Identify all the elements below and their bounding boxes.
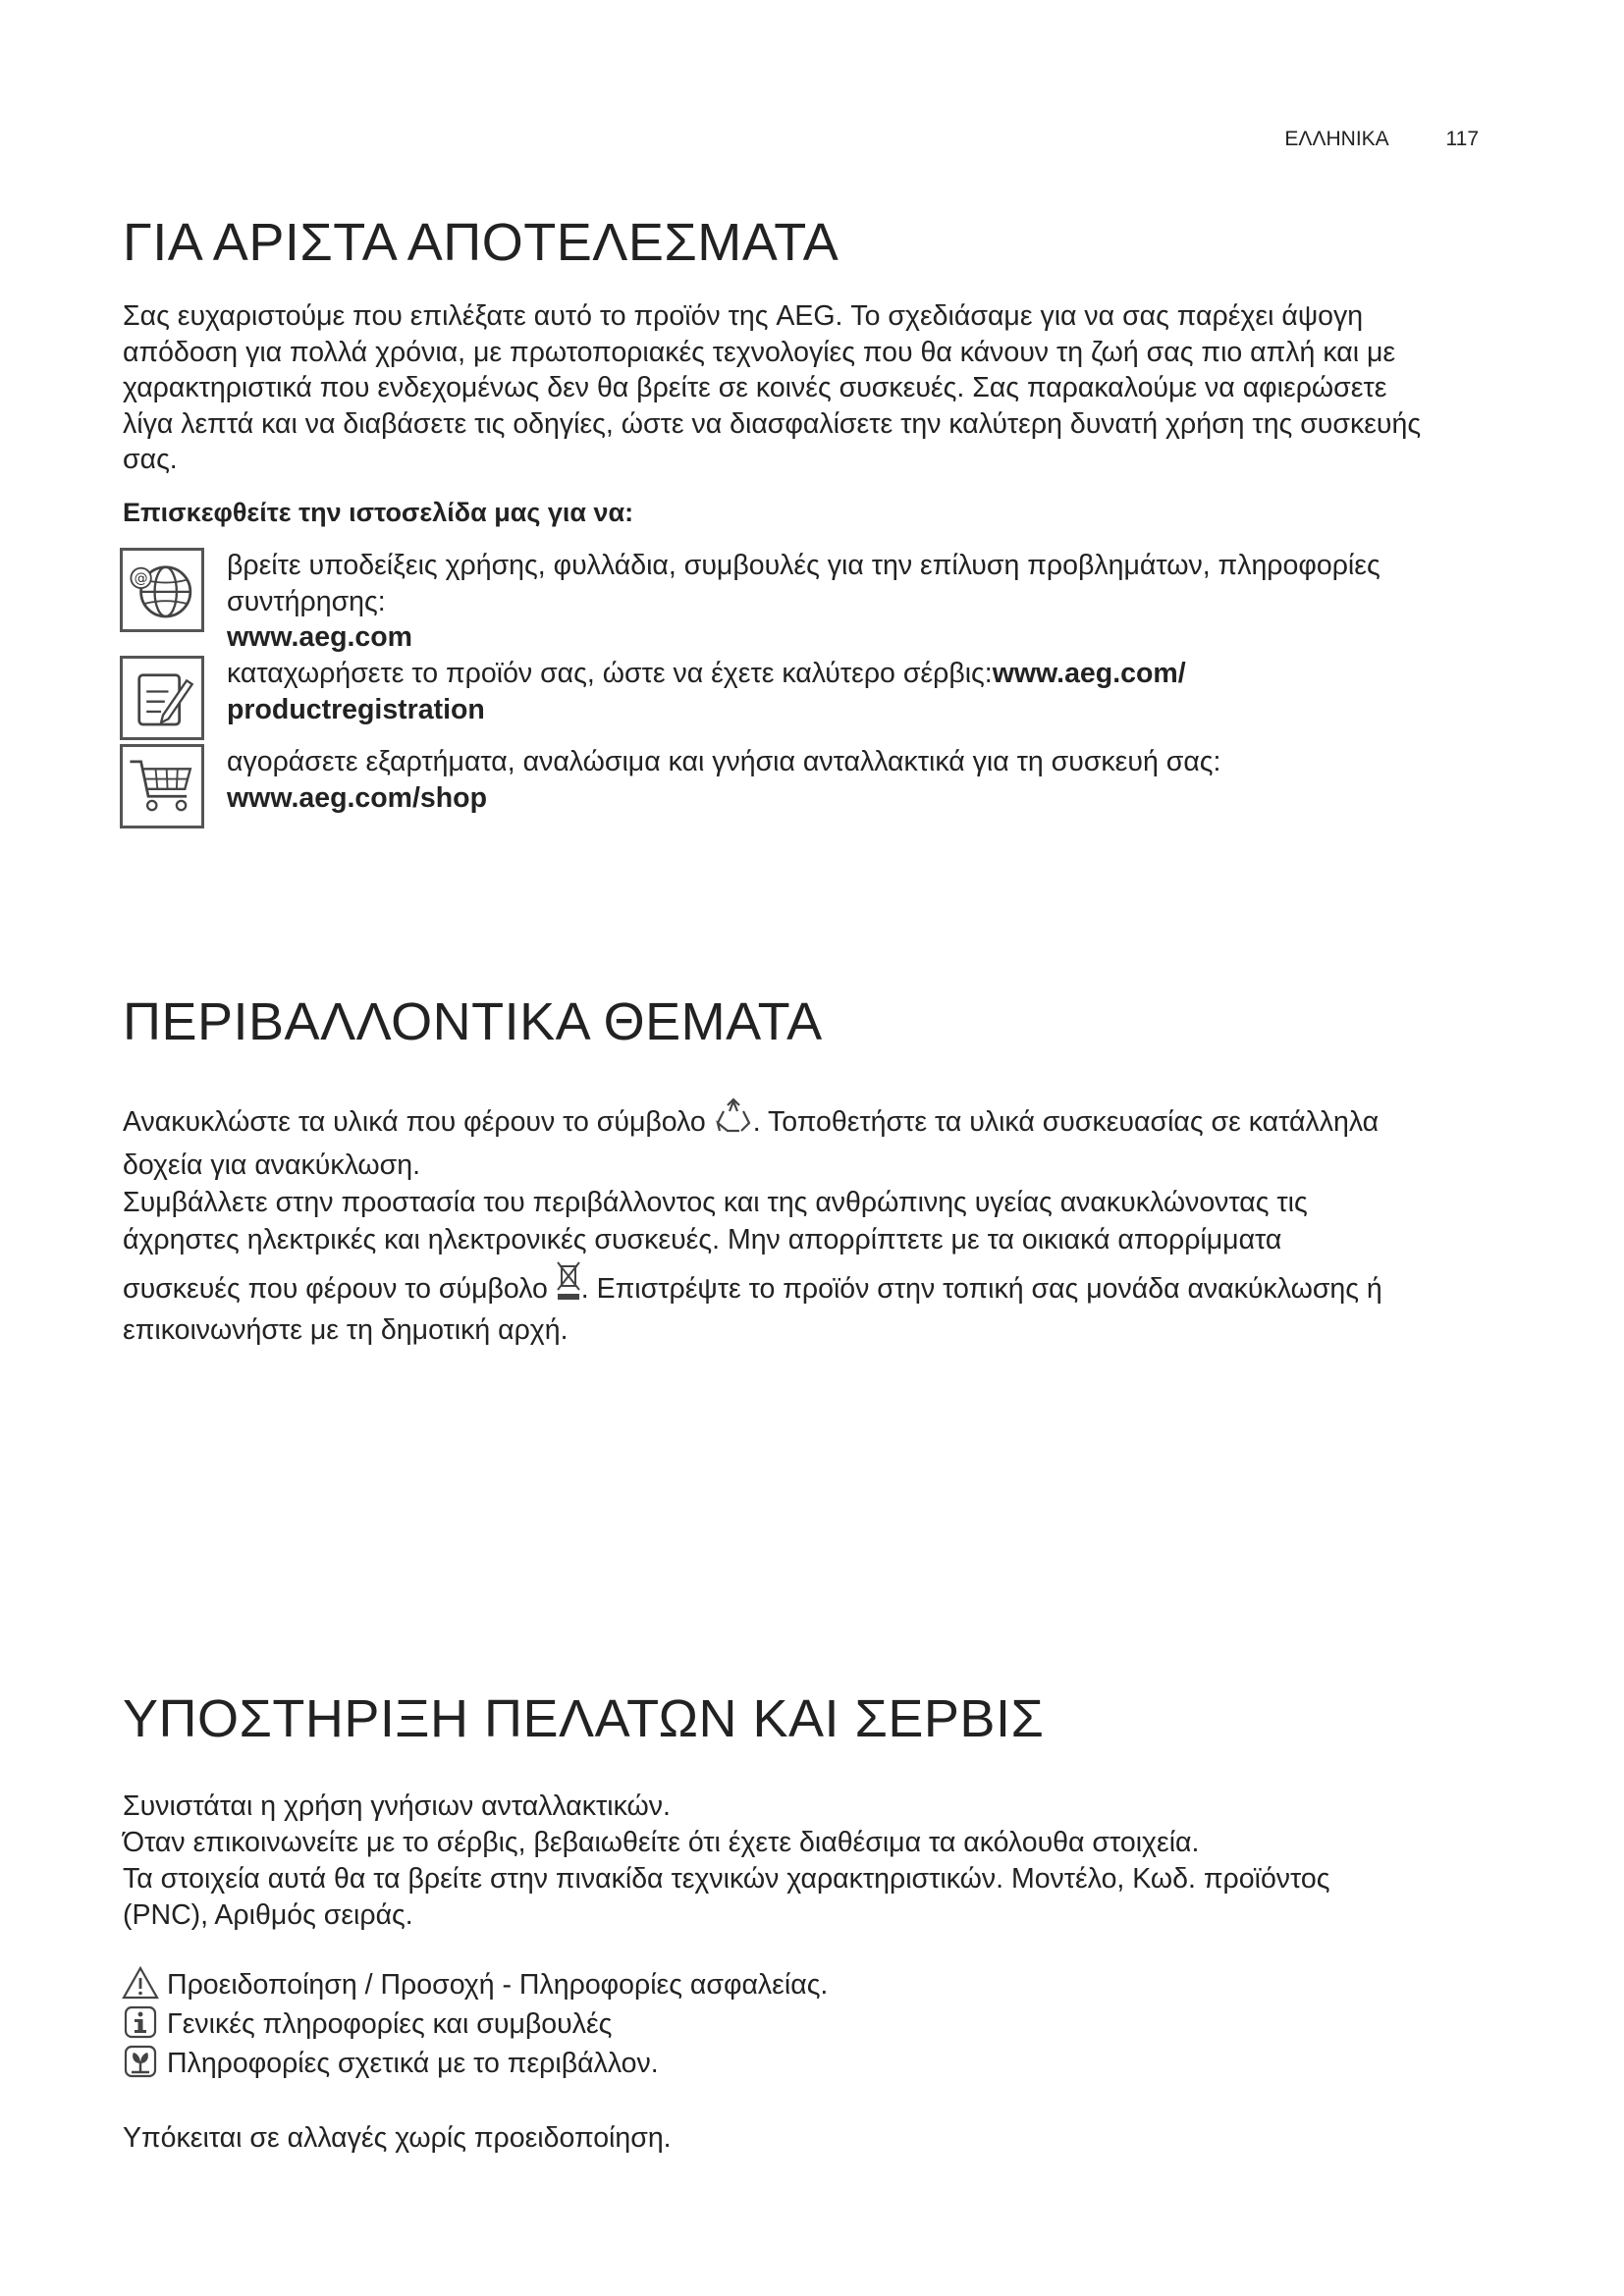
recycling-symbol-icon — [714, 1097, 753, 1147]
intro-line: Σας ευχαριστούμε που επιλέξατε αυτό το προϊόν της AEG. Το σχεδιάσαμε για να σας παρέχει άψογη — [123, 300, 1364, 332]
intro-line: απόδοση για πολλά χρόνια, με πρωτοποριακές τεχνολογίες που θα κάνουν τη ζωή σας πιο απλή και με — [123, 336, 1396, 368]
service-text: Συνιστάται η χρήση γνήσιων ανταλλακτικών. — [123, 1790, 671, 1822]
legend-text: Προειδοποίηση / Προσοχή - Πληροφορίες ασφαλείας. — [167, 1969, 829, 2001]
section-title-environment: ΠΕΡΙΒΑΛΛΟΝΤΙΚΑ ΘΕΜΑΤΑ — [123, 992, 823, 1051]
env-text: συσκευές που φέρουν το σύμβολο — [123, 1273, 548, 1305]
section-title-best-results: ΓΙΑ ΑΡΙΣΤΑ ΑΠΟΤΕΛΕΣΜΑΤΑ — [123, 213, 839, 272]
shopping-cart-icon — [120, 744, 204, 828]
info-icon — [122, 2005, 159, 2039]
legend-item-info — [122, 2004, 612, 2044]
visit-website-label: Επισκεφθείτε την ιστοσελίδα μας για να: — [123, 498, 634, 527]
link-aeg-com[interactable]: www.aeg.com — [227, 621, 412, 653]
env-text: . Επιστρέψτε το προϊόν στην τοπική σας μονάδα ανακύκλωσης ή — [580, 1273, 1382, 1305]
visit-item-registration — [120, 656, 1514, 744]
intro-paragraph — [123, 298, 1497, 478]
visit-item-description: καταχωρήσετε το προϊόν σας, ώστε να έχετε καλύτερο σέρβις: — [227, 658, 993, 689]
link-aeg-shop[interactable]: www.aeg.com/shop — [227, 781, 487, 814]
service-text: Όταν επικοινωνείτε με το σέρβις, βεβαιωθείτε ότι έχετε διαθέσιμα τα ακόλουθα στοιχεία. — [123, 1827, 1200, 1858]
legend-item-environment — [122, 2044, 659, 2083]
subject-to-change-note: Υπόκειται σε αλλαγές χωρίς προειδοποίηση. — [123, 2122, 672, 2154]
visit-item-description: αγοράσετε εξαρτήματα, αναλώσιμα και γνήσια ανταλλακτικά για τη συσκευή σας: — [227, 746, 1221, 777]
intro-line: σας. — [123, 444, 178, 475]
visit-item-shop — [120, 744, 1514, 832]
env-text: Συμβάλλετε στην προστασία του περιβάλλοντος και της ανθρώπινης υγείας ανακυκλώνοντας τις — [123, 1187, 1308, 1218]
page-number: 117 — [1445, 128, 1479, 150]
visit-item-support — [120, 548, 1514, 653]
link-product-registration[interactable]: www.aeg.com/ — [992, 658, 1186, 689]
visit-item-description: βρείτε υποδείξεις χρήσης, φυλλάδια, συμβουλές για την επίλυση προβλημάτων, πληροφορίες — [227, 550, 1380, 581]
visit-item-text — [227, 656, 1503, 727]
link-product-registration-cont[interactable]: productregistration — [227, 693, 485, 725]
warning-icon — [122, 1966, 159, 2000]
visit-item-description-cont: συντήρησης: — [227, 585, 386, 617]
environment-paragraph — [123, 1097, 1497, 1349]
intro-line: χαρακτηριστικά που ενδεχομένως δεν θα βρείτε σε κοινές συσκευές. Σας παρακαλούμε να αφιερώσετε — [123, 372, 1387, 403]
crossed-bin-symbol-icon — [556, 1258, 581, 1311]
legend-text: Πληροφορίες σχετικά με το περιβάλλον. — [167, 2048, 659, 2079]
globe-icon — [120, 548, 204, 632]
env-text: επικοινωνήστε με τη δημοτική αρχή. — [123, 1314, 568, 1346]
env-text: δοχεία για ανακύκλωση. — [123, 1149, 421, 1181]
env-text: άχρηστες ηλεκτρικές και ηλεκτρονικές συσκευές. Μην απορρίπτετε με τα οικιακά απορρίμματα — [123, 1224, 1282, 1255]
header-language: ΕΛΛΗΝΙΚΑ — [1284, 128, 1389, 150]
service-paragraph — [123, 1789, 1497, 1934]
service-text: (PNC), Αριθμός σειράς. — [123, 1899, 413, 1931]
env-text: Ανακυκλώστε τα υλικά που φέρουν το σύμβολο — [123, 1106, 706, 1138]
page-header — [1284, 128, 1479, 151]
legend-text: Γενικές πληροφορίες και συμβουλές — [167, 2008, 613, 2040]
service-text: Τα στοιχεία αυτά θα τα βρείτε στην πινακίδα τεχνικών χαρακτηριστικών. Μοντέλο, Κωδ. προϊόντος — [123, 1863, 1330, 1895]
legend-item-warning — [122, 1965, 828, 2004]
environment-icon — [122, 2045, 159, 2078]
svg-text:@: @ — [134, 570, 148, 587]
visit-item-text — [227, 548, 1503, 656]
env-text: . Τοποθετήστε τα υλικά συσκευασίας σε κατάλληλα — [752, 1106, 1380, 1138]
visit-item-text — [227, 744, 1503, 816]
section-title-customer-service: ΥΠΟΣΤΗΡΙΞΗ ΠΕΛΑΤΩΝ ΚΑΙ ΣΕΡΒΙΣ — [123, 1689, 1045, 1748]
registration-icon — [120, 656, 204, 740]
intro-line: λίγα λεπτά και να διαβάσετε τις οδηγίες, ώστε να διασφαλίσετε την καλύτερη δυνατή χρήση της συσκευής — [123, 407, 1422, 440]
